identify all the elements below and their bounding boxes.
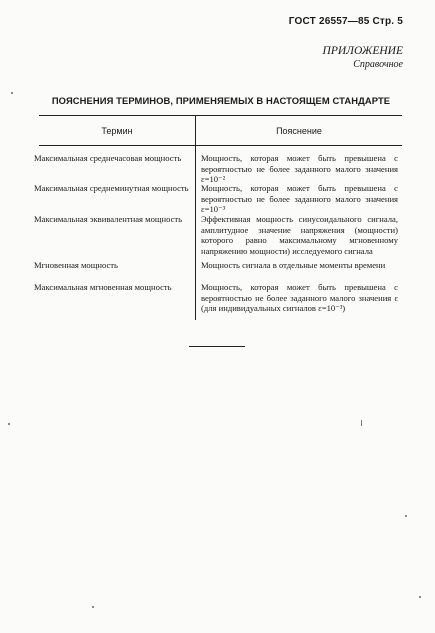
table-row-term: Мгновенная мощность (34, 260, 118, 270)
scan-speck (405, 515, 407, 517)
scan-speck (11, 92, 13, 94)
scan-speck (8, 423, 10, 425)
column-header-term: Термин (101, 126, 133, 136)
footer-rule (189, 346, 245, 347)
table-row-term: Максимальная среднечасовая мощность (34, 153, 182, 163)
appendix-title: ПРИЛОЖЕНИЕ (322, 45, 403, 57)
table-top-rule (39, 115, 402, 116)
column-header-explanation: Пояснение (276, 126, 322, 136)
table-column-divider (195, 115, 196, 320)
table-header-rule (39, 145, 402, 146)
table-row-explanation: Мощность сигнала в отдельные моменты времени (201, 260, 386, 270)
table-row-explanation: Мощность, которая может быть превышена с вероятностью не более заданного малого значения ε=10⁻³ (201, 183, 398, 215)
scan-speck (361, 420, 362, 426)
scan-speck (419, 596, 421, 598)
table-row-explanation: Эффективная мощность синусоидального сигнала, амплитудное значение напряжения (мощности) которого равно максимальному мгновенному напряжению мощности) исследуемого сигнала (201, 214, 398, 256)
scan-speck (92, 606, 94, 608)
table-row-term: Максимальная эквивалентная мощность (34, 214, 183, 224)
table-row-term: Максимальная среднеминутная мощность (34, 183, 189, 193)
appendix-block (323, 44, 403, 72)
appendix-kind: Справочное (353, 59, 403, 70)
section-title: ПОЯСНЕНИЯ ТЕРМИНОВ, ПРИМЕНЯЕМЫХ В НАСТОЯЩЕМ СТАНДАРТЕ (51, 95, 391, 106)
table-row-explanation: Мощность, которая может быть превышена с вероятностью не более заданного малого значения ε (для индивидуальных сигналов ε=10⁻³) (201, 282, 398, 314)
document-header: ГОСТ 26557—85 Стр. 5 (288, 16, 403, 27)
table-row-term: Максимальная мгновенная мощность (34, 282, 172, 292)
table-row-explanation: Мощность, которая может быть превышена с вероятностью не более заданного малого значения ε=10⁻² (201, 153, 398, 185)
